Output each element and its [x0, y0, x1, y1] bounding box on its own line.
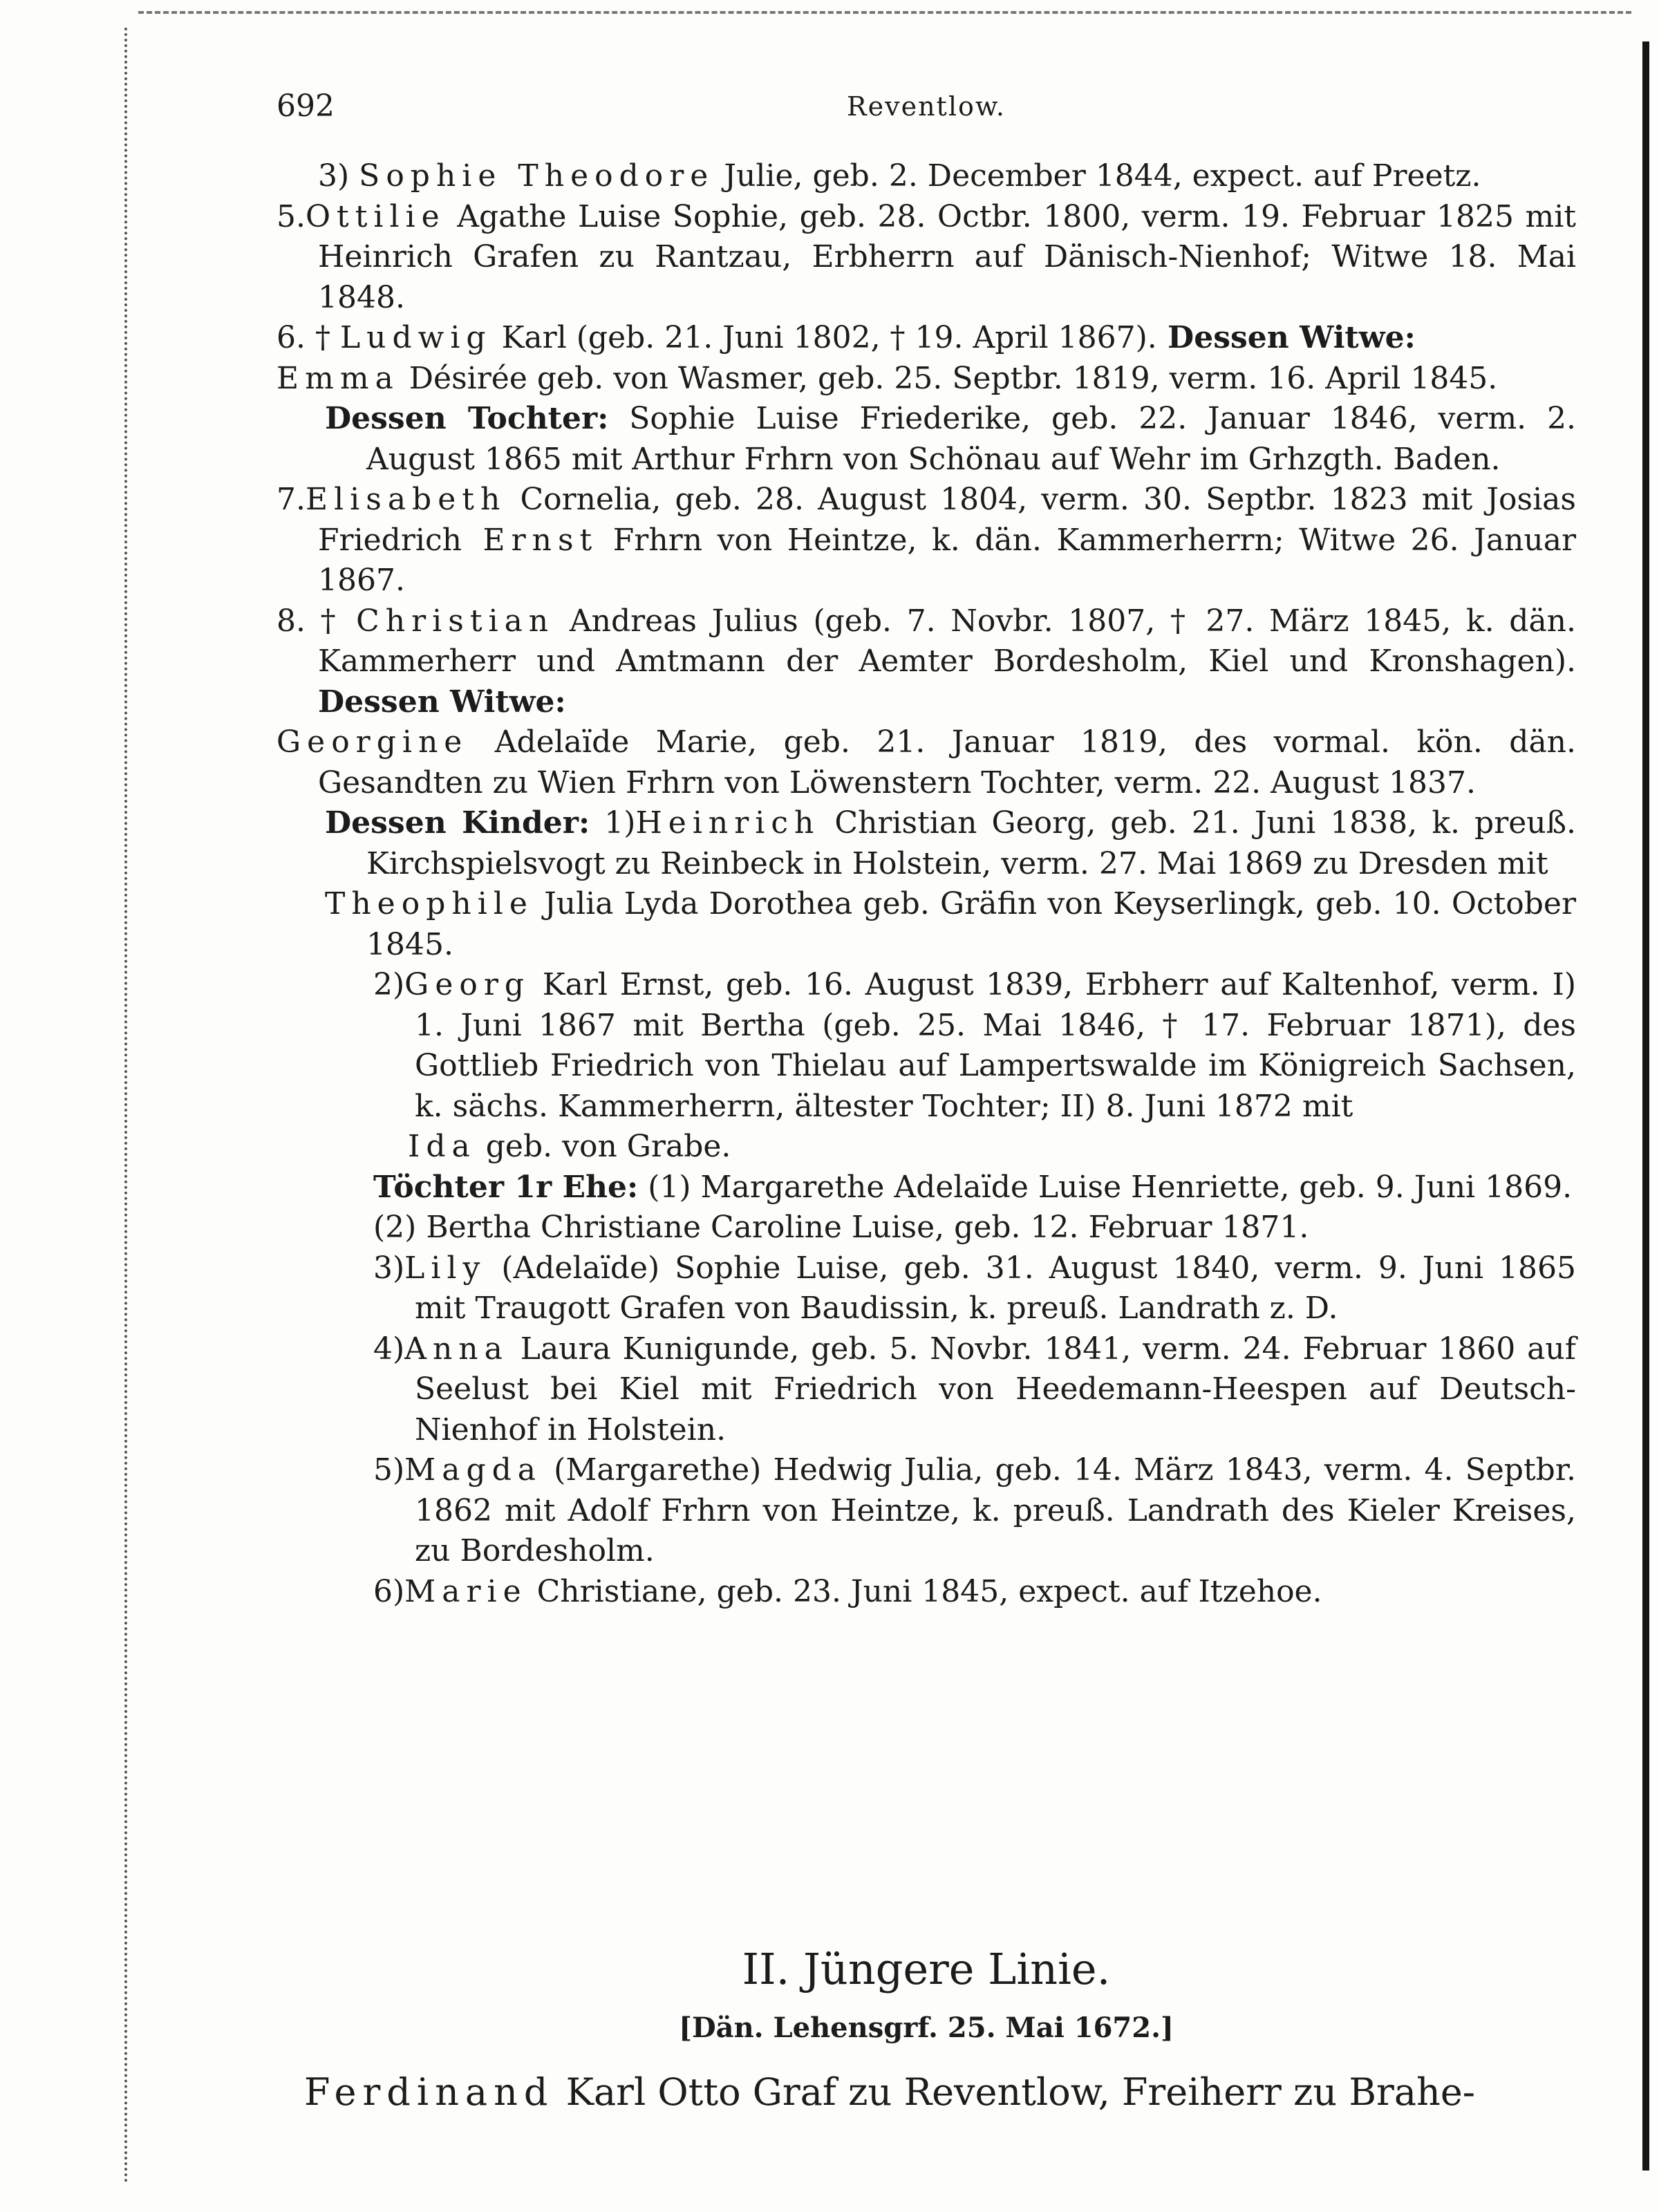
entry-elisabeth — [276, 480, 1576, 601]
entry-text: Adelaïde Marie, geb. 21. Januar 1819, des vormal. kön. dän. Gesandten zu Wien Frhrn von Löwenstern Tochter, verm. 22. August 1837. — [318, 724, 1576, 800]
person-name: Sophie Theodore — [359, 158, 715, 194]
entry-toechter — [276, 1168, 1576, 1208]
page-right-edge — [1642, 41, 1649, 2171]
entry-text: (2) Bertha Christiane Caroline Luise, geb. 12. Februar 1871. — [373, 1210, 1309, 1245]
genealogy-text — [276, 156, 1576, 1612]
page-header — [276, 88, 1576, 137]
entry-text: Christiane, geb. 23. Juni 1845, expect. auf Itzehoe. — [527, 1573, 1322, 1609]
entry-number: 5. — [276, 198, 306, 234]
entry-text: Karl Otto Graf zu Reventlow, Freiherr zu Brahe- — [554, 2070, 1476, 2114]
entry-number: 8. † — [276, 603, 357, 639]
entry-text: Sophie Luise Friederike, geb. 22. Januar 1846, verm. 2. August 1865 mit Arthur Frhrn von Schönau auf Wehr im Grhzgth. Baden. — [366, 401, 1576, 477]
entry-ottilie — [276, 197, 1576, 319]
entry-anna — [276, 1329, 1576, 1451]
page-number: 692 — [276, 88, 335, 124]
section-note: [Dän. Lehensgrf. 25. Mai 1672.] — [679, 2012, 1174, 2044]
running-head: Reventlow. — [847, 91, 1006, 122]
entry-tochter — [276, 399, 1576, 480]
entry-text: Christian Georg, geb. 21. Juni 1838, k. preuß. Kirchspielsvogt zu Reinbeck in Holstein, verm. 27. Mai 1869 zu Dresden mit — [366, 805, 1576, 881]
page-gutter-edge — [124, 28, 127, 2184]
entry-text: Julie, geb. 2. December 1844, expect. auf Preetz. — [714, 158, 1481, 194]
entry-text: Agathe Luise Sophie, geb. 28. Octbr. 1800, verm. 19. Februar 1825 mit Heinrich Grafen zu Rantzau, Erbherrn auf Dänisch-Nienhof; Witwe 18. Mai 1848. — [318, 198, 1576, 315]
children-heading: Dessen Kinder: — [325, 805, 590, 841]
entry-text: Andreas Julius (geb. 7. Novbr. 1807, † 27. März 1845, k. dän. Kammerherr und Amtmann der Aemter Bordesholm, Kiel und Kronshagen). — [318, 603, 1577, 679]
entry-number: 1) — [590, 805, 636, 841]
daughter-heading: Dessen Tochter: — [325, 401, 609, 436]
widow-heading: Dessen Witwe: — [318, 684, 566, 720]
person-name: Emma — [276, 360, 400, 396]
person-name: Heinrich — [635, 805, 821, 841]
entry-emma — [276, 359, 1576, 400]
person-name: Christian — [356, 603, 555, 639]
widow-heading: Dessen Witwe: — [1156, 320, 1416, 355]
entry-number: 2) — [373, 967, 405, 1002]
person-name: Ernst — [461, 522, 599, 558]
entry-number: 7. — [276, 482, 306, 517]
entry-magda — [276, 1450, 1576, 1572]
person-name: Magda — [404, 1452, 543, 1488]
daughters-heading: Töchter 1r Ehe: — [373, 1169, 639, 1205]
person-name: Anna — [404, 1331, 509, 1367]
entry-georg — [276, 965, 1576, 1127]
person-name: Theophile — [325, 886, 534, 921]
entry-text: (Margarethe) Hedwig Julia, geb. 14. März 1843, verm. 4. Septbr. 1862 mit Adolf Frhrn von Heintze, k. preuß. Landrath des Kieler Kreises, zu Bordesholm. — [415, 1452, 1576, 1568]
entry-text: (Adelaïde) Sophie Luise, geb. 31. August 1840, verm. 9. Juni 1865 mit Traugott Grafen von Baudissin, k. preuß. Landrath z. D. — [415, 1250, 1576, 1326]
entry-lily — [276, 1248, 1576, 1329]
entry-theophile — [276, 884, 1576, 965]
entry-number: 3) — [318, 158, 350, 194]
person-name: Ludwig — [339, 320, 492, 355]
entry-text: Karl Ernst, geb. 16. August 1839, Erbherr auf Kaltenhof, verm. I) 1. Juni 1867 mit Bertha (geb. 25. Mai 1846, † 17. Februar 1871), des Gottlieb Friedrich von Thielau auf Lampertswalde im Königreich Sachsen, k. sächs. Kammerherrn, ältester Tochter; II) 8. Juni 1872 mit — [415, 967, 1576, 1124]
entry-marie — [276, 1572, 1576, 1613]
entry-bertha — [276, 1208, 1576, 1248]
person-name: Marie — [404, 1573, 527, 1609]
entry-text: Désirée geb. von Wasmer, geb. 25. Septbr. 1819, verm. 16. April 1845. — [399, 360, 1498, 396]
entry-text: Cornelia, geb. 28. August 1804, verm. 30. Septbr. 1823 mit Josias Friedrich — [318, 482, 1576, 558]
entry-ludwig — [276, 318, 1576, 359]
entry-text: Karl (geb. 21. Juni 1802, † 19. April 1867). — [491, 320, 1157, 355]
person-name: Ferdinand — [304, 2070, 554, 2114]
entry-sophie-theodore — [276, 156, 1576, 197]
entry-text: Frhrn von Heintze, k. dän. Kammerherrn; Witwe 26. Januar 1867. — [318, 522, 1576, 598]
person-name: Ottilie — [305, 198, 446, 234]
person-name: Georgine — [276, 724, 469, 760]
entry-kinder-heinrich — [276, 803, 1576, 884]
final-line — [304, 2070, 1548, 2114]
person-name: Lily — [404, 1250, 487, 1286]
entry-text: geb. von Grabe. — [476, 1129, 731, 1164]
entry-number: 5) — [373, 1452, 405, 1488]
entry-number: 6) — [373, 1573, 405, 1609]
entry-text: Laura Kunigunde, geb. 5. Novbr. 1841, verm. 24. Februar 1860 auf Seelust bei Kiel mit Friedrich von Heedemann-Heespen auf Deutsch-Nienhof in Holstein. — [415, 1331, 1576, 1447]
person-name: Georg — [404, 967, 531, 1002]
entry-text: (1) Margarethe Adelaïde Luise Henriette, geb. 9. Juni 1869. — [638, 1169, 1573, 1205]
section-title: II. Jüngere Linie. — [742, 1944, 1111, 1994]
entry-number: 4) — [373, 1331, 405, 1367]
person-name: Ida — [408, 1129, 476, 1164]
entry-ida — [276, 1127, 1576, 1168]
entry-georgine — [276, 722, 1576, 803]
person-name: Elisabeth — [305, 482, 507, 517]
entry-number: 3) — [373, 1250, 405, 1286]
entry-christian — [276, 601, 1576, 723]
page-top-edge — [138, 11, 1631, 14]
entry-number: 6. † — [276, 320, 340, 355]
entry-text: Julia Lyda Dorothea geb. Gräfin von Keyserlingk, geb. 10. October 1845. — [366, 886, 1576, 962]
